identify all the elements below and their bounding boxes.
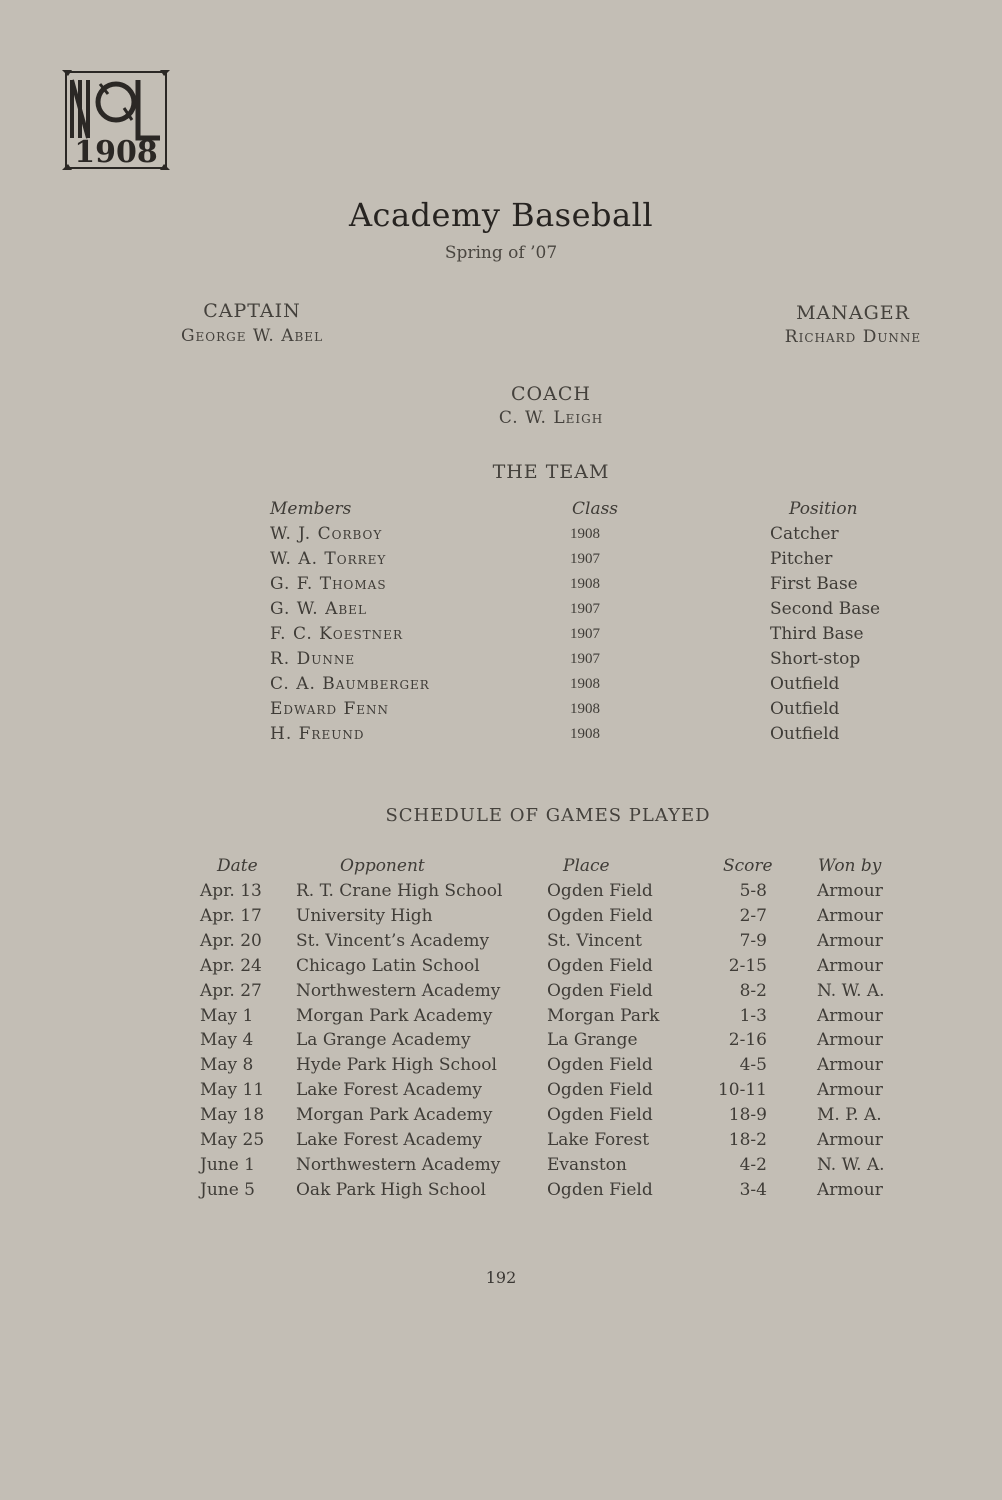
team-member-position: Outfield: [770, 724, 840, 744]
schedule-opponent: R. T. Crane High School: [296, 881, 503, 901]
schedule-place: Ogden Field: [547, 1105, 653, 1125]
schedule-score: 4-5: [739, 1055, 767, 1075]
svg-text:1908: 1908: [74, 135, 158, 170]
schedule-opponent: La Grange Academy: [296, 1030, 471, 1050]
team-member-position: Third Base: [770, 624, 864, 644]
team-member-name: G. W. Abel: [270, 599, 367, 619]
schedule-won-by: Armour: [817, 1180, 883, 1200]
team-member-position: Outfield: [770, 674, 840, 694]
team-member-class: 1907: [570, 626, 600, 642]
team-member-class: 1908: [570, 676, 600, 692]
team-member-name: Edward Fenn: [270, 699, 390, 719]
schedule-place: Ogden Field: [547, 1080, 653, 1100]
captain-name: George W. Abel: [180, 326, 324, 346]
schedule-date: June 1: [200, 1155, 255, 1175]
schedule-date: May 4: [200, 1030, 254, 1050]
schedule-place: Ogden Field: [547, 956, 653, 976]
team-member-name: G. F. Thomas: [270, 574, 387, 594]
schedule-won-by: Armour: [817, 1130, 883, 1150]
schedule-opponent: Lake Forest Academy: [296, 1130, 483, 1150]
schedule-date: Apr. 24: [200, 956, 262, 976]
schedule-place: Ogden Field: [547, 881, 653, 901]
schedule-place: Lake Forest: [547, 1130, 650, 1150]
nequam-1908-logo: [60, 68, 172, 172]
schedule-heading: SCHEDULE OF GAMES PLAYED: [385, 805, 711, 826]
team-member-name: W. J. Corboy: [270, 524, 383, 544]
schedule-date: Apr. 13: [200, 881, 262, 901]
schedule-opponent: Oak Park High School: [296, 1180, 486, 1200]
team-heading: THE TEAM: [492, 461, 610, 483]
schedule-header-score: Score: [723, 856, 773, 876]
schedule-score: 2-7: [739, 906, 767, 926]
schedule-score: 18-9: [728, 1105, 767, 1125]
schedule-opponent: Hyde Park High School: [296, 1055, 497, 1075]
team-member-class: 1908: [570, 526, 600, 542]
captain-label: CAPTAIN: [203, 300, 301, 322]
schedule-header-place: Place: [563, 856, 610, 876]
schedule-won-by: Armour: [817, 881, 883, 901]
schedule-score: 1-3: [739, 1006, 767, 1026]
team-member-class: 1907: [570, 651, 600, 667]
schedule-won-by: Armour: [817, 1030, 883, 1050]
manager-name: Richard Dunne: [784, 327, 922, 347]
team-member-position: Short-stop: [770, 649, 861, 669]
schedule-opponent: Northwestern Academy: [296, 1155, 501, 1175]
schedule-score: 18-2: [728, 1130, 767, 1150]
team-member-position: Catcher: [770, 524, 839, 544]
schedule-score: 2-15: [728, 956, 767, 976]
schedule-won-by: Armour: [817, 1055, 883, 1075]
schedule-won-by: Armour: [817, 1006, 883, 1026]
schedule-date: Apr. 17: [200, 906, 262, 926]
schedule-opponent: St. Vincent’s Academy: [296, 931, 490, 951]
manager-label: MANAGER: [796, 302, 910, 324]
schedule-date: May 25: [200, 1130, 265, 1150]
schedule-score: 4-2: [739, 1155, 767, 1175]
schedule-won-by: N. W. A.: [817, 981, 885, 1001]
page-subtitle: Spring of ’07: [444, 243, 558, 263]
team-member-name: R. Dunne: [270, 649, 356, 669]
team-header-class: Class: [572, 499, 619, 519]
schedule-score: 8-2: [739, 981, 767, 1001]
team-member-class: 1907: [570, 601, 600, 617]
schedule-header-date: Date: [217, 856, 258, 876]
schedule-date: June 5: [200, 1180, 255, 1200]
schedule-place: Morgan Park: [547, 1006, 660, 1026]
team-member-position: Second Base: [770, 599, 881, 619]
schedule-won-by: N. W. A.: [817, 1155, 885, 1175]
schedule-date: May 1: [200, 1006, 254, 1026]
schedule-date: May 18: [200, 1105, 265, 1125]
schedule-date: May 11: [200, 1080, 265, 1100]
schedule-opponent: Morgan Park Academy: [296, 1006, 493, 1026]
schedule-won-by: Armour: [817, 931, 883, 951]
schedule-score: 10-11: [717, 1080, 767, 1100]
schedule-won-by: Armour: [817, 906, 883, 926]
team-member-name: H. Freund: [270, 724, 365, 744]
schedule-won-by: M. P. A.: [817, 1105, 882, 1125]
schedule-place: La Grange: [547, 1030, 638, 1050]
coach-name: C. W. Leigh: [498, 408, 604, 428]
schedule-opponent: Lake Forest Academy: [296, 1080, 483, 1100]
schedule-opponent: Northwestern Academy: [296, 981, 501, 1001]
team-member-position: First Base: [770, 574, 858, 594]
schedule-place: Ogden Field: [547, 1055, 653, 1075]
schedule-place: St. Vincent: [547, 931, 643, 951]
schedule-won-by: Armour: [817, 956, 883, 976]
page-number: 192: [485, 1268, 517, 1287]
team-member-class: 1908: [570, 701, 600, 717]
page-title: Academy Baseball: [348, 196, 654, 234]
schedule-score: 2-16: [728, 1030, 767, 1050]
schedule-place: Evanston: [547, 1155, 627, 1175]
schedule-place: Ogden Field: [547, 981, 653, 1001]
schedule-header-opponent: Opponent: [340, 856, 425, 876]
team-member-name: W. A. Torrey: [270, 549, 387, 569]
schedule-won-by: Armour: [817, 1080, 883, 1100]
schedule-date: May 8: [200, 1055, 254, 1075]
team-member-class: 1908: [570, 576, 600, 592]
schedule-score: 3-4: [739, 1180, 767, 1200]
schedule-place: Ogden Field: [547, 1180, 653, 1200]
schedule-score: 5-8: [739, 881, 767, 901]
schedule-opponent: University High: [296, 906, 433, 926]
team-member-name: C. A. Baumberger: [270, 674, 430, 694]
coach-label: COACH: [511, 383, 591, 405]
schedule-opponent: Chicago Latin School: [296, 956, 480, 976]
team-header-position: Position: [789, 499, 858, 519]
team-member-class: 1907: [570, 551, 600, 567]
team-header-members: Members: [270, 499, 352, 519]
team-member-class: 1908: [570, 726, 600, 742]
schedule-score: 7-9: [739, 931, 767, 951]
schedule-place: Ogden Field: [547, 906, 653, 926]
schedule-date: Apr. 20: [200, 931, 262, 951]
team-member-position: Pitcher: [770, 549, 833, 569]
schedule-date: Apr. 27: [200, 981, 262, 1001]
team-member-name: F. C. Koestner: [270, 624, 403, 644]
schedule-header-won-by: Won by: [818, 856, 882, 876]
team-member-position: Outfield: [770, 699, 840, 719]
schedule-opponent: Morgan Park Academy: [296, 1105, 493, 1125]
